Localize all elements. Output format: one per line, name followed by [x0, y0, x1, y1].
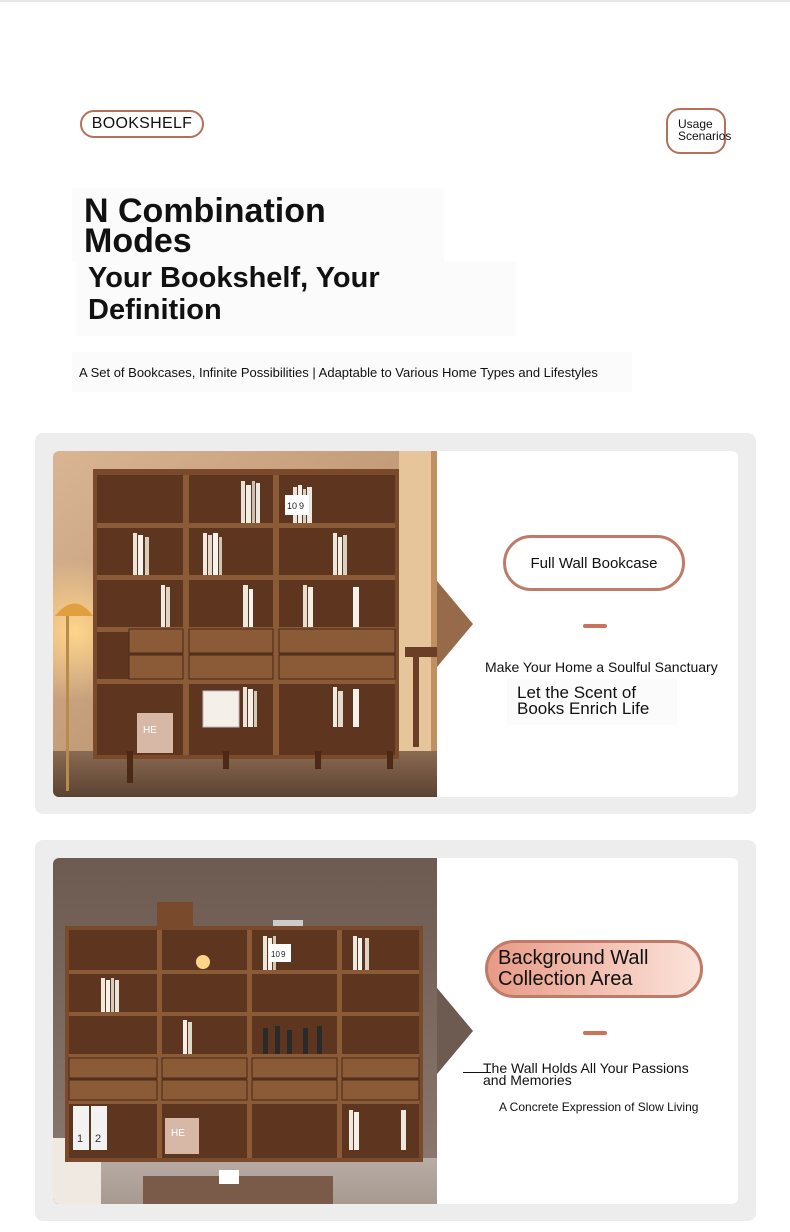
usage-scenarios-tag: [666, 108, 732, 154]
usage-tag-line1: Usage: [678, 117, 713, 131]
accent-dash: [583, 624, 607, 628]
scenario-headline: Make Your Home a Soulful Sanctuary: [485, 659, 718, 675]
box-label-he: HE: [171, 1128, 185, 1139]
bookcase-photo-full-wall: [53, 451, 437, 797]
page-title-line2: Modes: [84, 222, 192, 260]
bookcase-photo-background-wall: [53, 858, 437, 1204]
scenario-card-full-wall: [35, 433, 756, 814]
scenario-caption: [517, 685, 649, 717]
page-subtitle-line1: Your Bookshelf, Your: [88, 262, 380, 294]
bookcase-illustration: [53, 451, 437, 797]
scenario-caption-line2: Books Enrich Life: [517, 699, 650, 718]
scenario-label: Full Wall Bookcase: [530, 554, 658, 572]
scenario-label-line2: Collection Area: [498, 968, 633, 990]
calendar-number-2: 9: [299, 501, 305, 511]
scenario-text-background-wall: [437, 858, 738, 1204]
box-label-he: HE: [143, 725, 157, 736]
scenario-card-inner: [53, 858, 738, 1204]
binder-label-2: 2: [95, 1133, 102, 1145]
scenario-card-background-wall: [35, 840, 756, 1221]
category-tag: [80, 110, 204, 138]
scenario-label: [498, 948, 648, 990]
calendar-number-2: 9: [281, 950, 286, 959]
scenario-caption: A Concrete Expression of Slow Living: [499, 1100, 699, 1114]
top-divider: [0, 0, 790, 2]
bookcase-illustration: [53, 858, 437, 1204]
accent-dash: [583, 1031, 607, 1035]
scenario-headline-line1: The Wall Holds All Your Passions: [483, 1060, 689, 1076]
scenario-card-inner: [53, 451, 738, 797]
tagline: A Set of Bookcases, Infinite Possibilities | Adaptable to Various Home Types and Lifestyles: [79, 365, 598, 380]
scenario-headline: [483, 1062, 689, 1086]
scenario-label-line1: Background Wall: [498, 947, 649, 969]
scenario-text-full-wall: [437, 451, 738, 797]
calendar-number-1: 10: [287, 501, 298, 511]
page-title: [84, 192, 404, 260]
scenario-headline-line2: and Memories: [483, 1072, 572, 1088]
binder-label-1: 1: [77, 1133, 84, 1145]
page-subtitle-line2: Definition: [88, 294, 222, 326]
page-subtitle: [88, 262, 418, 326]
usage-tag-line2: Scenarios: [678, 129, 732, 143]
scenario-label-pill: [503, 535, 685, 591]
scenario-label-pill: [485, 940, 703, 998]
page-title-line1: N Combination: [84, 192, 326, 230]
calendar-number-1: 10: [271, 950, 280, 959]
scenario-caption-line1: Let the Scent of: [517, 683, 637, 702]
category-tag-label: BOOKSHELF: [91, 115, 193, 132]
